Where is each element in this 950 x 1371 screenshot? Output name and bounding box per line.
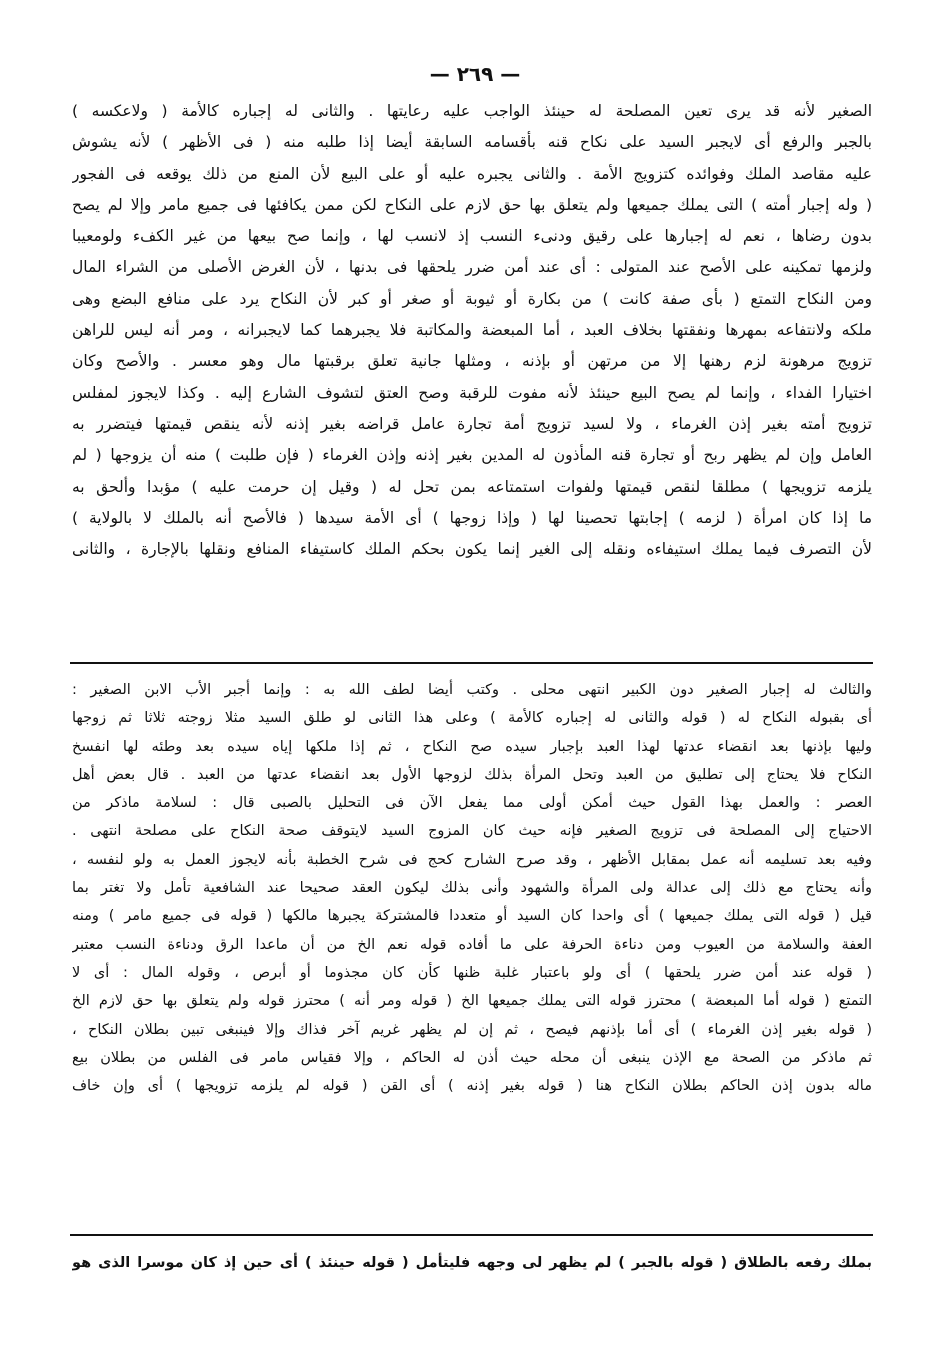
main-line: يلزمه تزويجها ) مطلقا لنقص قيمتها ولفوات استمتاعه بمن تحل له ( وقيل إن حرمت عليه ) مؤبدا وألحق به (72, 477, 872, 496)
main-line: تزويج مرهونة لزم رهنها إلا من مرتهن أو بإذنه ، ومثلها جانية تعلق برقبتها مال وهو معسر . والأصح وكان (72, 352, 872, 371)
commentary-line: العفة والسلامة من العيوب ومن دناءة الحرفة على ما أفاده قوله نعم الخ من أن ماعدا الرق ودناءة النسب معتبر (72, 936, 872, 953)
commentary-line: العصر : والعمل بهذا القول حيث أمكن أولى مما يفعل الآن فى التحليل بالصبى قال : لسلامة ماذكر من (72, 795, 872, 812)
commentary-line: وفيه بعد تسليمه أنه عمل بمقابل الأظهر ، وقد صرح الشارح كحج فى شرح الخطبة بأنه لايجوز العمل به ولو لنفسه ، (72, 851, 872, 868)
main-line: ولزمها تمكينه على الأصح عند المتولى : أى عند أمن ضرر يلحقها فى بدنها ، لأن الغرض الأصلى من الشراء المال (72, 258, 872, 277)
main-line: بدون رضاها ، نعم له إجبارها على رقيق ودنىء النسب إذ لانسب لها ، وإنما صح بيعها من غير الكفء ولومعيبا (72, 227, 872, 246)
commentary-line: قيل ( قوله التى يملك جميعها ) أى واحدا كان السيد أو متعددا فالمشتركة يجبرها مالكها ( قوله فى جميع مامر ) ومنه (72, 908, 872, 925)
secondary-commentary-block (72, 1248, 872, 1278)
main-line: تزويج أمته بغير إذن الغرماء ، ولا لسيد تزويج أمة تجارة عامل قراضه بغير إذنه لأنه ينقص قيمتها فيتضرر به (72, 414, 872, 433)
main-line: ملكه ولانتفاعه بمهرها ونفقتها بخلاف العبد ، أما المبعضة والمكاتبة فلا يجبرهما كما لايجبرانه ، ومر أنه ليس للراهن (72, 321, 872, 340)
main-line: ما إذا كان امرأة ( لزمه ) إجابتها تحصينا لها ( وإذا زوجها ) أى الأمة سيدها ( فالأصح أنه بالملك لا بالولاية ) (72, 508, 872, 527)
commentary-line: ( قوله بغير إذن الغرماء ) أى أما بإذنهم فيصح ، ثم إن لم يظهر غريم آخر فذاك وإلا فينبغى تبين بطلان النكاح ، (72, 1021, 872, 1038)
commentary-line: ثم ماذكر من الصحة مع الإذن ينبغى أن محله حيث أذن له الحاكم ، وإلا فقياس مامر فى الفلس من بطلان بيع (72, 1049, 872, 1066)
main-line: اختيارا الفداء ، وإنما لم يصح البيع حينئذ لأنه مفوت للرقبة وصح العتق لتشوف الشارع إليه . وكذا لايجوز لمفلس (72, 383, 872, 402)
main-line: لأن التصرف فيما يملك استيفاءه ونقله إلى الغير إنما يكون بحكم الملك كاستيفاء المنافع ونقلها بالإجارة ، والثانى (72, 540, 872, 559)
commentary-block (72, 676, 872, 1100)
main-line: بالجبر والرفع أى لايجبر السيد على نكاح قنه بأقسامه السابقة أيضا إذا طلبه منه ( فى الأظهر ) لأنه يشوش (72, 133, 872, 152)
main-line: ومن النكاح التمتع ( بأى صفة كانت ) من بكارة أو ثيوبة أو صغر أو كبر لأن النكاح يرد على منافع البضع وهى (72, 289, 872, 308)
commentary-line: وليها بإذنها بعد انقضاء عدتها لهذا العبد بإجبار سيده صح النكاح ، ثم إذا ملكها إياه سيده بعد وطئه لها انفسخ (72, 738, 872, 755)
main-line: ( وله إجبار أمته ) التى يملك جميعها ولم يتعلق بها حق لازم على النكاح لكن ممن يكافئها فى جميع مامر وإلا لم يصح (72, 195, 872, 214)
secondary-commentary-line: بملك رفعه بالطلاق ( قوله بالجبر ) لم يظهر لى وجهه فليتأمل ( قوله حينئذ ) أى حين إذ كان موسرا الذى هو (72, 1255, 872, 1271)
main-text-block (72, 96, 872, 565)
divider-rule (70, 662, 873, 664)
page-number: — ٢٦٩ — (429, 62, 521, 86)
main-line: عليه مقاصد الملك وفوائده كتزويج الأمة . والثانى يجبره عليه أو على البيع لأن المنع من ذلك يوقعه فى الفجور (72, 164, 872, 183)
main-line: العامل وإن لم يظهر ربح أو تجارة قنه المأذون له المدين بغير إذنه وإذن الغرماء ( فإن طلبت ) منه أن يزوجها ( لم (72, 446, 872, 465)
commentary-line: النكاح فلا يحتاج إلى تطليق من العبد وتحل المرأة بذلك لزوجها الأول بعد انقضاء عدتها من العبد . قال بعض أهل (72, 766, 872, 783)
commentary-line: أى بقبوله النكاح له ( قوله والثانى له إجباره كالأمة ) وعلى هذا الثانى لو طلق السيد مثلا زوجته ثلاثا ثم زوجها (72, 710, 872, 727)
main-line: الصغير لأنه قد يرى تعين المصلحة له حينئذ الواجب عليه رعايتها . والثانى له إجباره كالأمة ( ولاعكسه ) (72, 102, 872, 120)
commentary-line: وأنه يحتاج مع ذلك إلى عدالة ولى المرأة والشهود وأنى بذلك ليكون العقد صحيحا عند الشافعية تأمل ولا تغتر بما (72, 880, 872, 897)
divider-rule (70, 1234, 873, 1236)
commentary-line: ( قوله عند أمن ضرر يلحقها ) أى ولو باعتبار غلبة ظنها كأن كان مجذوما أو أبرص ، وقوله المال : أى لا (72, 964, 872, 981)
commentary-line: التمتع ( قوله أما المبعضة ) محترز قوله التى يملك جميعها الخ ( قوله ومر أنه ) محترز قوله ولم يتعلق بها حق لازم الخ (72, 993, 872, 1010)
commentary-line: ماله بدون إذن الحاكم بطلان النكاح هنا ( قوله بغير إذنه ) أى القن ( قوله لم يلزمه تزويجها ) أى وإن خاف (72, 1078, 872, 1095)
commentary-line: الاحتياج إلى المصلحة فى تزويج الصغير فإنه حيث كان المزوج السيد لايتوقف صحة النكاح على مصلحة انتهى . (72, 823, 872, 840)
commentary-line: والثالث له إجبار الصغير دون الكبير انتهى محلى . وكتب أيضا لطف الله به : وإنما أجبر الأب الابن الصغير : (72, 682, 872, 698)
